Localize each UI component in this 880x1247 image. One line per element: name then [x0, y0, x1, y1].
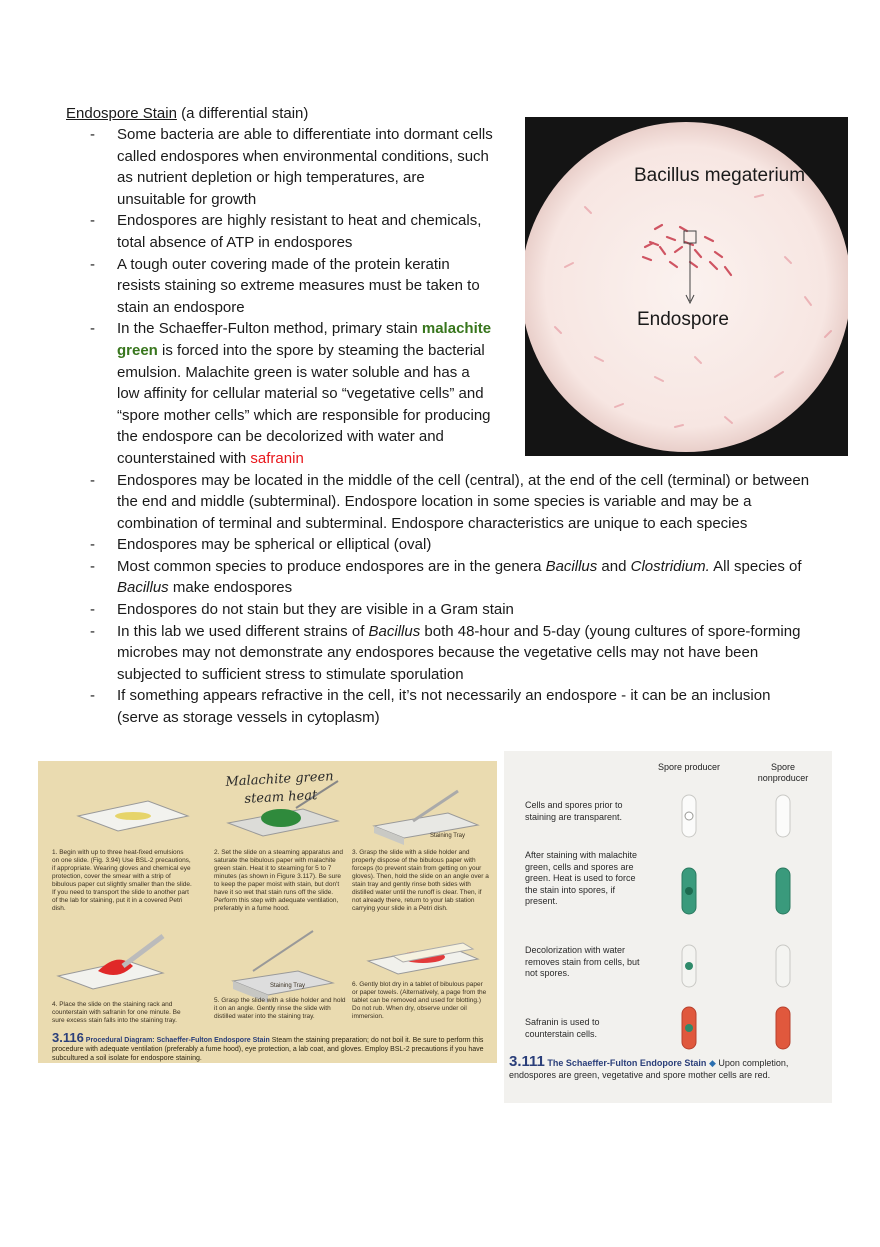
list-item: - Endospores do not stain but they are visible in a Gram stain: [90, 599, 810, 621]
schaeffer-fulton-figure: [504, 751, 832, 1103]
procedure-step: 5. Grasp the slide with a slide holder and hold it on an angle. Gently rinse the slide with distilled water into the staining tray.: [214, 997, 346, 1020]
malachite-green-term: malachite green: [117, 320, 492, 359]
stage-description: Decolorization with water removes stain from cells, but not spores.: [525, 945, 640, 978]
micrograph-label-species: Bacillus megaterium: [634, 165, 806, 186]
heading-subtitle: (a differential stain): [176, 105, 309, 122]
micrograph-image: [525, 117, 848, 456]
figure-caption: [509, 1053, 829, 1081]
handwritten-note: [225, 768, 335, 810]
procedure-step: 2. Set the slide on a steaming apparatus and saturate the bibulous paper with malachite green stain. Heat it to steaming for 5 to 7 minutes (as shown in Figure 3.117). Be sure to keep the paper moist with stain, but don't have it so wet that stain runs off the slide. Perform this step with adequate ventilation, preferably in a fume hood.: [214, 849, 344, 912]
list-item: - A tough outer covering made of the protein keratin resists staining so extreme measures must be taken to stain an endospore: [90, 254, 495, 319]
procedure-step: 6. Gently blot dry in a tablet of bibulous paper or paper towels. (Alternatively, a page from the tablet can be removed and used for blotting.) Do not rub. When dry, observe under oil immersion.: [352, 981, 487, 1020]
figure-number: 3.111: [509, 1053, 545, 1070]
handwritten-line: steam heat: [244, 788, 318, 807]
text-run: All species of: [709, 557, 802, 575]
procedure-step: 4. Place the slide on the staining rack and counterstain with safranin for one minute. Be sure excess stain falls into the staining tray.: [52, 1001, 181, 1024]
diamond-icon: ◆: [708, 1058, 716, 1068]
genus-name: Bacillus: [117, 579, 169, 597]
list-item: - If something appears refractive in the cell, it’s not necessarily an endospore - it can be an inclusion (serve as storage vessels in cytoplasm): [90, 685, 810, 728]
text-run: In the Schaeffer-Fulton method, primary stain: [117, 320, 422, 338]
text-run: In this lab we used different strains of: [117, 622, 369, 640]
list-item: - Endospores are highly resistant to heat and chemicals, total absence of ATP in endospores: [90, 210, 495, 253]
stage-description: Cells and spores prior to staining are transparent.: [525, 800, 623, 822]
figure-title: The Schaeffer-Fulton Endopore Stain: [547, 1058, 707, 1068]
section-heading: [66, 103, 308, 124]
figure-title: Procedural Diagram: Schaeffer-Fulton Endospore Stain: [85, 1037, 270, 1044]
column-header-spore-nonproducer: Spore nonproducer: [757, 762, 809, 783]
tray-label: Staining Tray: [430, 833, 466, 839]
list-item: - Endospores may be located in the middle of the cell (central), at the end of the cell (terminal) or between the end and middle (subterminal). Endospore location in some species is variable and may be a combination of terminal and subterminal. Endospore characteristics are unique to each species: [90, 470, 810, 535]
genus-name: Bacillus: [545, 557, 598, 575]
text-run: is forced into the spore by steaming the bacterial emulsion. Malachite green is water soluble and has a low affinity for cellular material so “vegetative cells” and “spore mother cells” which are responsible for producing the endospore can be decolorized with water and counterstained with: [117, 341, 491, 467]
procedure-step: 3. Grasp the slide with a slide holder and properly dispose of the bibulous paper with forceps (to prevent stain from getting on your gloves). Then, hold the slide on an angle over a stain tray and gently rinse both sides with distilled water until the runoff is clear. Then, if not already there, return to your lab station carrying your slide in a Petri dish.: [352, 849, 489, 912]
text-run: make endospores: [168, 579, 293, 597]
tray-label: Staining Tray: [270, 983, 306, 989]
genus-name: Bacillus: [368, 622, 421, 640]
figure-text: Steam the staining preparation; do not boil it. Be sure to perform this procedure with adequate ventilation (preferably a fume hood), eye protection, a lab coat, and gloves. Employ BSL-2 precautions if you have subcultured a soil isolate for endospore staining.: [52, 1037, 484, 1062]
text-run: Most common species to produce endospores are in the genera: [117, 557, 546, 575]
procedure-step: 1. Begin with up to three heat-fixed emulsions on one slide. (Fig. 3.94) Use BSL-2 precautions, if appropriate. Wearing gloves and chemical eye protection, cover the smear with a strip of bibulous paper cut slightly smaller than the slide. If you need to transport the slide to another part of the lab for staining, put it in a covered Petri dish.: [52, 849, 192, 912]
list-item: [90, 556, 810, 599]
list-item: [90, 621, 810, 686]
genus-name: Clostridium.: [630, 557, 710, 575]
safranin-term: safranin: [250, 449, 304, 467]
list-item: - Some bacteria are able to differentiate into dormant cells called endospores when environmental conditions, such as nutrient depletion or high temperatures, are unsuitable for growth: [90, 124, 495, 210]
figure-number: 3.116: [52, 1030, 84, 1045]
text-run: both 48-hour and 5-day (young cultures of spore-forming microbes may not demonstrate any endospores because the vegetative cells may not have been subjected to sufficient stress to stimulate sporulation: [117, 622, 801, 683]
handwritten-line: Malachite green: [225, 769, 334, 790]
column-header-spore-producer: Spore producer: [657, 762, 721, 772]
figure-caption: [52, 1030, 492, 1063]
figure-text: Upon completion, endospores are green, vegetative and spore mother cells are red.: [509, 1058, 789, 1080]
cell-illustrations: [504, 751, 832, 1103]
stage-description: After staining with malachite green, cells and spores are green. Heat is used to force the stain into spores, if present.: [525, 850, 638, 906]
procedure-figure: [38, 761, 497, 1063]
list-item: [90, 318, 495, 469]
text-run: and: [597, 557, 631, 575]
micrograph-label-endospore: Endospore: [637, 309, 729, 330]
heading-title: Endospore Stain: [66, 105, 177, 122]
list-item: - Endospores may be spherical or elliptical (oval): [90, 534, 810, 556]
stage-description: Safranin is used to counterstain cells.: [525, 1017, 600, 1039]
